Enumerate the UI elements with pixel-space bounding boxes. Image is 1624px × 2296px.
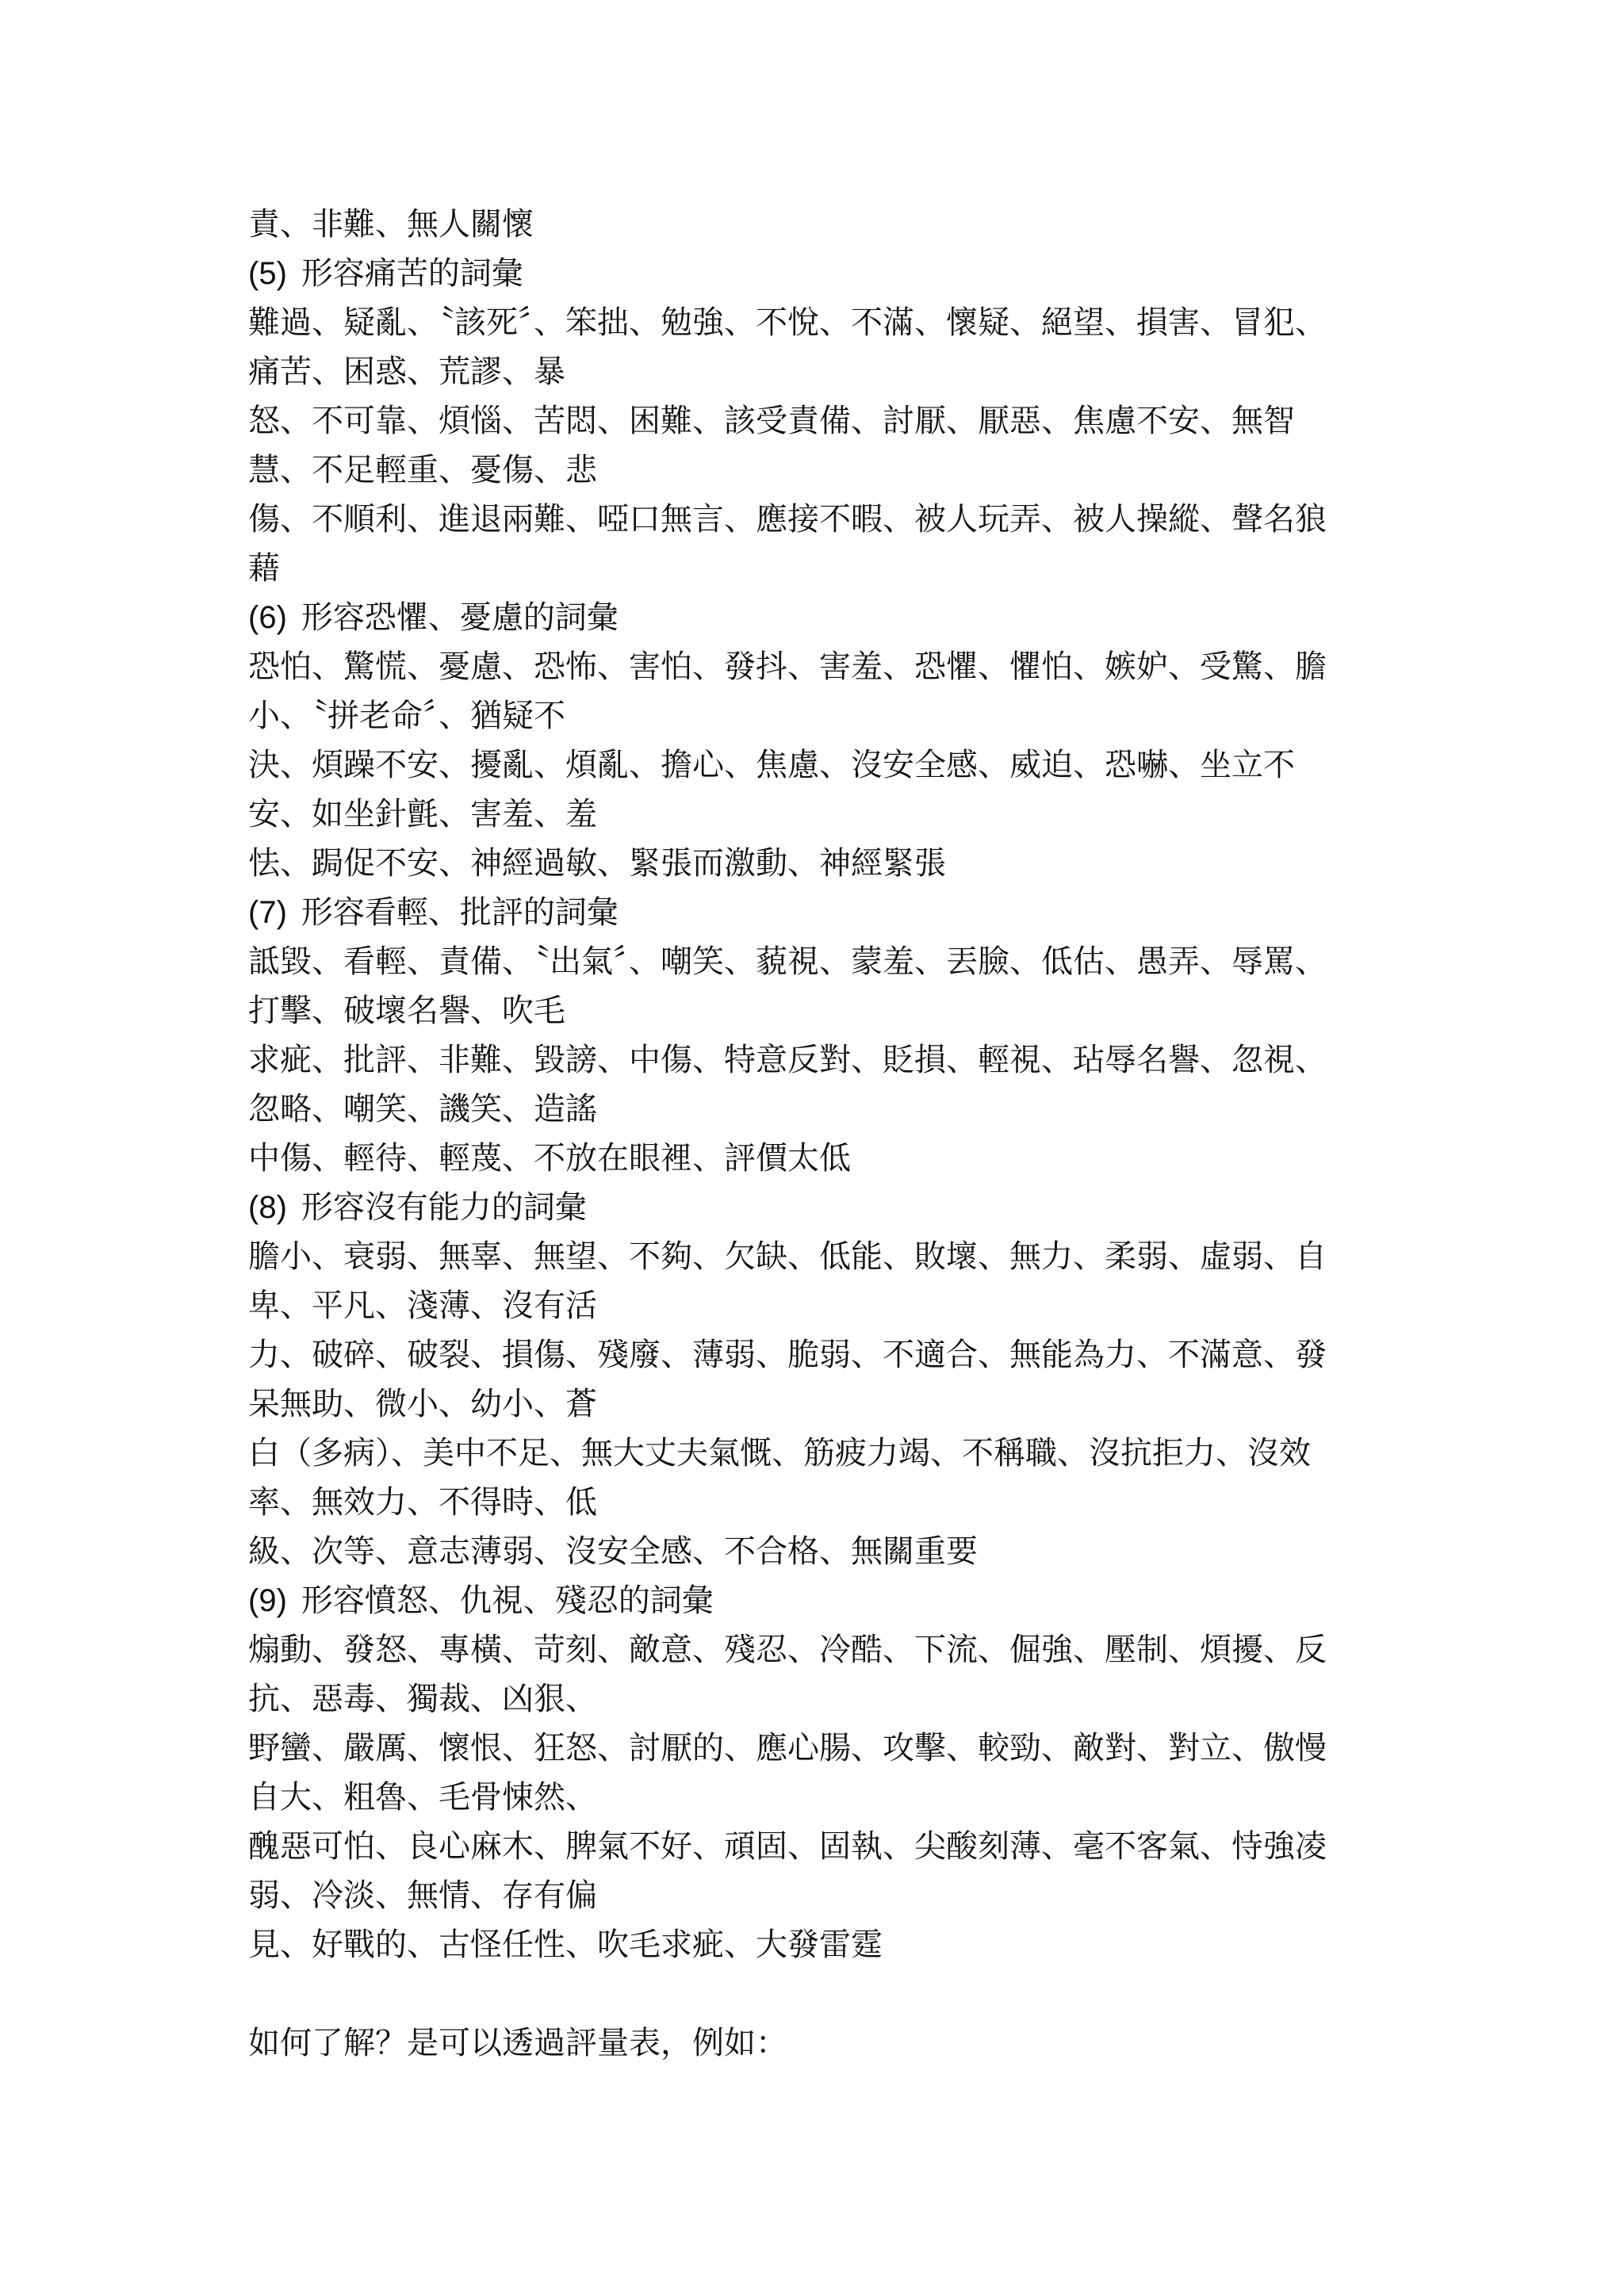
text-line: 率、無效力、不得時、低 xyxy=(248,1484,597,1521)
text-line: 小、〝拼老命〞、猶疑不 xyxy=(248,698,565,734)
section-heading-7 xyxy=(248,888,1384,937)
text-line: 求疵、批評、非難、毀謗、中傷、特意反對、貶損、輕視、玷辱名譽、忽視、 xyxy=(248,1042,1327,1078)
text-line: 醜惡可怕、良心麻木、脾氣不好、頑固、固執、尖酸刻薄、毫不客氣、恃強凌 xyxy=(248,1828,1327,1865)
text-line: 自大、粗魯、毛骨悚然、 xyxy=(248,1779,597,1816)
text-line: 責、非難、無人關懷 xyxy=(248,206,534,243)
text-line: 打擊、破壞名譽、吹毛 xyxy=(248,993,565,1029)
section-number: (9) xyxy=(248,1583,287,1618)
text-line: 安、如坐針氈、害羞、羞 xyxy=(248,796,597,832)
section-heading-9 xyxy=(248,1576,1384,1625)
text-line: 怒、不可靠、煩惱、苦悶、困難、該受責備、討厭、厭惡、焦慮不安、無智 xyxy=(248,403,1295,439)
text-line: 力、破碎、破裂、損傷、殘廢、薄弱、脆弱、不適合、無能為力、不滿意、發 xyxy=(248,1337,1327,1373)
text-line: 慧、不足輕重、憂傷、悲 xyxy=(248,452,597,488)
text-line: 藉 xyxy=(248,550,280,587)
text-line: 白（多病）、美中不足、無大丈夫氣慨、筋疲力竭、不稱職、沒抗拒力、沒效 xyxy=(248,1435,1311,1471)
text-line: 恐怕、驚慌、憂慮、恐怖、害怕、發抖、害羞、恐懼、懼怕、嫉妒、受驚、膽 xyxy=(248,649,1327,685)
closing-line: 如何了解？是可以透過評量表，例如： xyxy=(248,2025,787,2061)
section-title: 形容恐懼、憂慮的詞彙 xyxy=(301,599,619,636)
text-line: 中傷、輕待、輕蔑、不放在眼裡、評價太低 xyxy=(248,1140,851,1177)
text-line: 弱、冷淡、無情、存有偏 xyxy=(248,1877,597,1914)
paragraph-gap xyxy=(248,1969,1384,2019)
text-line: 呆無助、微小、幼小、蒼 xyxy=(248,1386,597,1422)
text-line: 難過、疑亂、〝該死〞、笨拙、勉強、不悅、不滿、懷疑、絕望、損害、冒犯、 xyxy=(248,304,1327,341)
text-line: 膽小、衰弱、無辜、無望、不夠、欠缺、低能、敗壞、無力、柔弱、虛弱、自 xyxy=(248,1238,1327,1275)
document-body xyxy=(248,200,1384,2068)
section-title: 形容痛苦的詞彙 xyxy=(301,255,523,292)
text-line: 抗、惡毒、獨裁、凶狠、 xyxy=(248,1681,597,1717)
section-number: (7) xyxy=(248,895,287,930)
section-title: 形容沒有能力的詞彙 xyxy=(301,1189,587,1226)
section-title: 形容看輕、批評的詞彙 xyxy=(301,894,619,931)
section-title: 形容憤怒、仇視、殘忍的詞彙 xyxy=(301,1582,714,1619)
section-heading-8 xyxy=(248,1183,1384,1232)
text-line: 痛苦、困惑、荒謬、暴 xyxy=(248,354,565,390)
section-heading-6 xyxy=(248,593,1384,642)
section-number: (5) xyxy=(248,256,287,291)
text-line: 忽略、嘲笑、譏笑、造謠 xyxy=(248,1091,597,1127)
section-number: (6) xyxy=(248,600,287,635)
text-line: 卑、平凡、淺薄、沒有活 xyxy=(248,1288,597,1324)
text-line: 煽動、發怒、專橫、苛刻、敵意、殘忍、冷酷、下流、倔強、壓制、煩擾、反 xyxy=(248,1632,1327,1668)
section-number: (8) xyxy=(248,1190,287,1225)
text-line: 野蠻、嚴厲、懷恨、狂怒、討厭的、應心腸、攻擊、較勁、敵對、對立、傲慢 xyxy=(248,1730,1327,1766)
text-line: 見、好戰的、古怪任性、吹毛求疵、大發雷霆 xyxy=(248,1927,883,1963)
text-line: 詆毀、看輕、責備、〝出氣〞、嘲笑、藐視、蒙羞、丟臉、低估、愚弄、辱罵、 xyxy=(248,943,1327,980)
text-line: 級、次等、意志薄弱、沒安全感、不合格、無關重要 xyxy=(248,1533,978,1570)
text-line: 決、煩躁不安、擾亂、煩亂、擔心、焦慮、沒安全感、威迫、恐嚇、坐立不 xyxy=(248,747,1295,783)
section-heading-5 xyxy=(248,249,1384,298)
text-line: 怯、跼促不安、神經過敏、緊張而激動、神經緊張 xyxy=(248,845,946,882)
text-line: 傷、不順利、進退兩難、啞口無言、應接不暇、被人玩弄、被人操縱、聲名狼 xyxy=(248,501,1327,538)
